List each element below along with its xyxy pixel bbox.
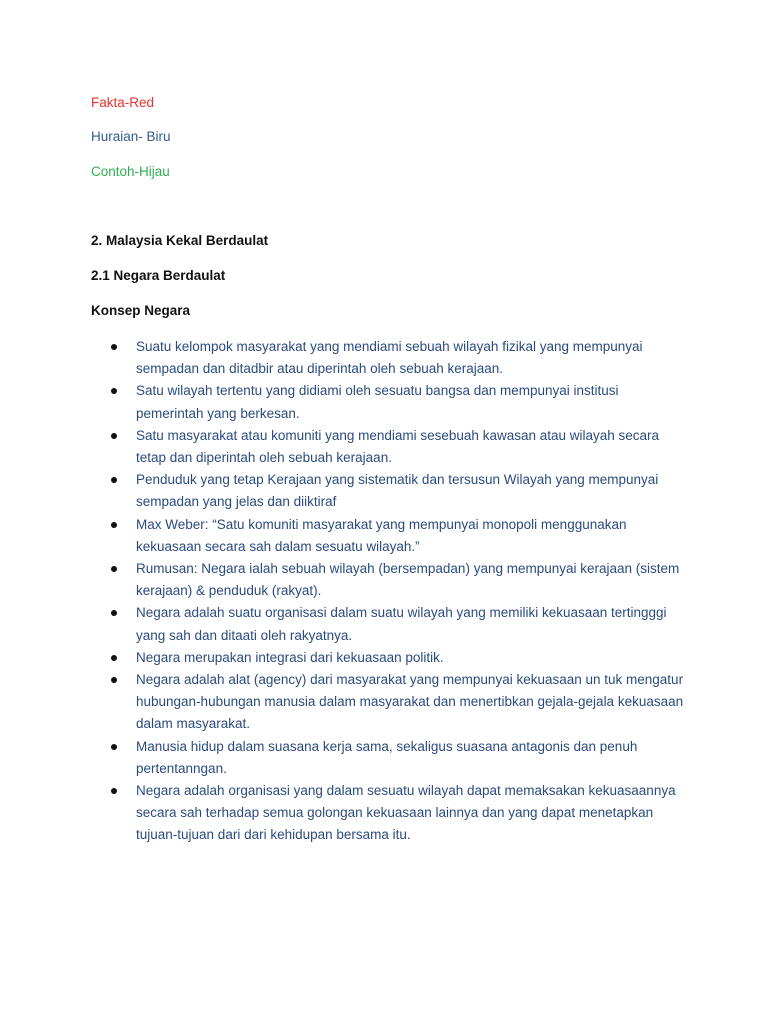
concept-heading: Konsep Negara (91, 303, 191, 318)
bullet-text: Satu masyarakat atau komuniti yang mendiami sesebuah kawasan atau wilayah secara tetap dan diperintah oleh sebuah kerajaan. (136, 427, 660, 466)
legend-fakta: Fakta-Red (91, 95, 155, 110)
bullet-text: Negara adalah organisasi yang dalam sesuatu wilayah dapat memaksakan kekuasaannya secara sah terhadap semua golongan kekuasaan lainnya dan yang dapat menetapkan tujuan-tujuan dari dari kehidupan bersama itu. (136, 783, 676, 843)
section-heading: 2. Malaysia Kekal Berdaulat (91, 233, 269, 248)
bullet-dot-icon (111, 388, 117, 394)
bullet-text: Satu wilayah tertentu yang didiami oleh sesuatu bangsa dan mempunyai institusi pemerintah yang berkesan. (136, 383, 619, 421)
subsection-heading: 2.1 Negara Berdaulat (91, 268, 226, 283)
bullet-dot-icon (111, 344, 117, 350)
bullet-text: Rumusan: Negara ialah sebuah wilayah (bersempadan) yang mempunyai kerajaan (sistem kerajaan) & penduduk (rakyat). (136, 561, 680, 599)
bullet-dot-icon (111, 477, 117, 483)
bullet-text: Suatu kelompok masyarakat yang mendiami sebuah wilayah fizikal yang mempunyai sempadan dan ditadbir atau diperintah oleh sebuah kerajaan. (136, 339, 643, 377)
bullet-text: Manusia hidup dalam suasana kerja sama, sekaligus suasana antagonis dan penuh pertentanngan. (136, 738, 638, 776)
bullet-item (108, 780, 688, 847)
bullet-dot-icon (111, 566, 117, 572)
legend-contoh: Contoh-Hijau (91, 164, 170, 179)
bullet-dot-icon (111, 655, 117, 661)
bullet-item (108, 380, 688, 424)
bullet-item (108, 469, 688, 513)
bullet-dot-icon (111, 433, 117, 439)
bullet-item (108, 669, 688, 736)
bullet-item (108, 647, 688, 669)
bullet-item (108, 514, 688, 558)
bullet-dot-icon (111, 744, 117, 750)
bullet-item (108, 602, 688, 646)
bullet-text: Negara merupakan integrasi dari kekuasaan politik. (136, 649, 444, 665)
bullet-dot-icon (111, 522, 117, 528)
concept-bullet-list (108, 336, 688, 847)
bullet-text: Negara adalah alat (agency) dari masyarakat yang mempunyai kekuasaan un tuk mengatur hubungan-hubungan manusia dalam masyarakat dan menertibkan gejala-gejala kekuasaan dalam masyarakat. (136, 672, 684, 732)
bullet-item (108, 425, 688, 469)
bullet-text: Negara adalah suatu organisasi dalam suatu wilayah yang memiliki kekuasaan tertingggi yang sah dan ditaati oleh rakyatnya. (136, 605, 667, 643)
bullet-text: Max Weber: “Satu komuniti masyarakat yang mempunyai monopoli menggunakan kekuasaan secara sah dalam sesuatu wilayah.” (136, 516, 627, 554)
bullet-text: Penduduk yang tetap Kerajaan yang sistematik dan tersusun Wilayah yang mempunyai sempadan yang jelas dan diiktiraf (136, 472, 659, 510)
bullet-dot-icon (111, 788, 117, 794)
legend-huraian: Huraian- Biru (91, 129, 171, 144)
bullet-item (108, 558, 688, 602)
bullet-item (108, 736, 688, 780)
bullet-item (108, 336, 688, 380)
bullet-dot-icon (111, 677, 117, 683)
bullet-dot-icon (111, 610, 117, 616)
